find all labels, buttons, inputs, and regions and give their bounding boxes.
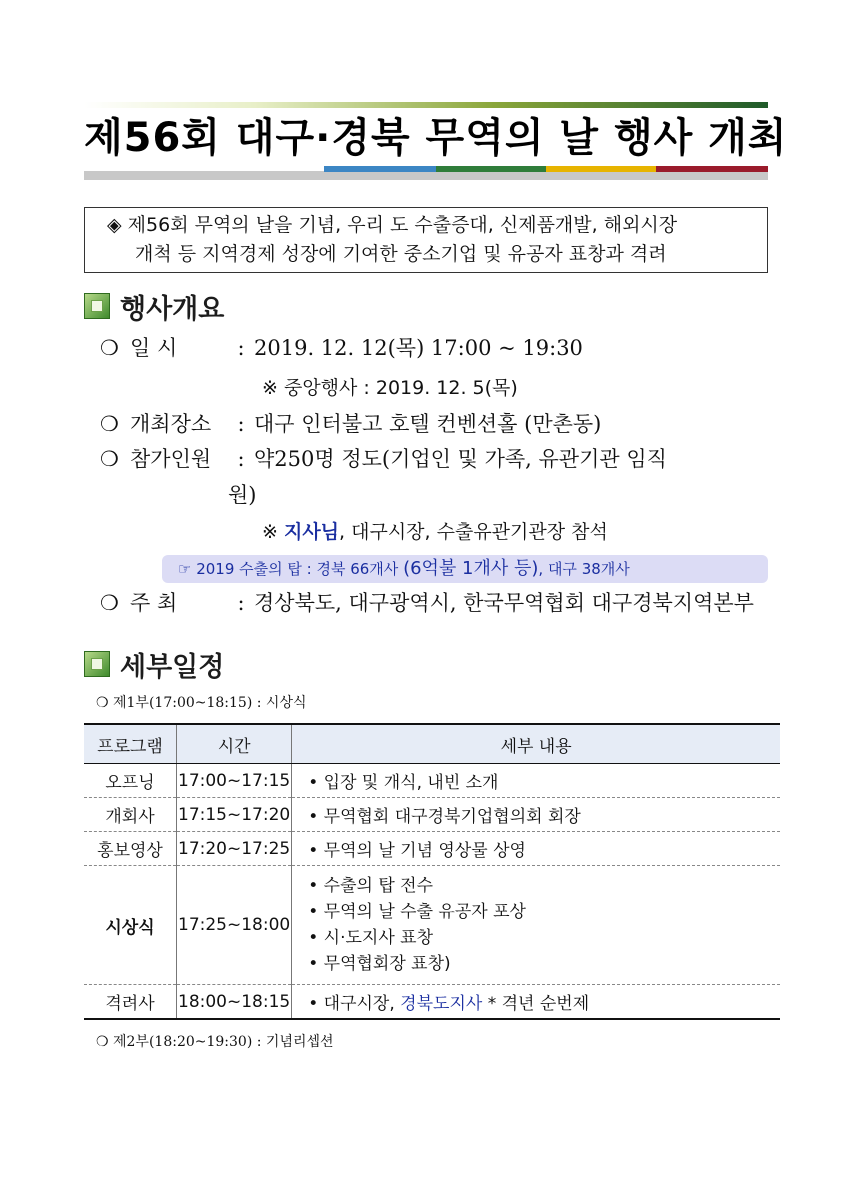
export-tower-note: ☞ 2019 수출의 탑 : 경북 66개사 (6억불 1개사 등), 대구 38개사 [162, 555, 768, 583]
time-cell: 17:15~17:20 [177, 798, 292, 832]
column-header: 프로그램 [84, 724, 177, 764]
table-row [84, 764, 780, 798]
column-header: 세부 내용 [292, 724, 780, 764]
overview-host-row [100, 587, 754, 617]
list-item: • 수출의 탑 전수 [308, 876, 434, 896]
program-cell: 시상식 [84, 866, 177, 985]
table-header-row [84, 724, 780, 764]
table-row [84, 832, 780, 866]
host-value: 경상북도, 대구광역시, 한국무역협회 대구경북지역본부 [254, 591, 754, 615]
venue-value: 대구 인터불고 호텔 컨벤션홀 (만촌동) [254, 412, 602, 436]
program-cell: 홍보영상 [84, 832, 177, 866]
title-bottom-rule [84, 166, 768, 180]
summary-marker: ◈ [107, 214, 122, 236]
time-cell: 18:00~18:15 [177, 985, 292, 1020]
section-overview-header [84, 289, 224, 323]
table-row [84, 866, 780, 985]
program-cell: 격려사 [84, 985, 177, 1020]
colon: : [237, 336, 245, 360]
circle-bullet-icon: ❍ [100, 591, 119, 615]
colon: : [237, 591, 245, 615]
list-item: • 무역의 날 수출 유공자 포상 [308, 902, 526, 922]
column-header: 시간 [177, 724, 292, 764]
overview-venue-row [100, 408, 601, 438]
governor-highlight: 지사님 [283, 521, 340, 543]
schedule-table [84, 723, 780, 1020]
circle-bullet-icon: ❍ [100, 336, 119, 360]
central-event-note: ※ 중앙행사 : 2019. 12. 5(목) [262, 377, 518, 399]
colon: : [237, 447, 245, 471]
attendance-value: 약250명 정도(기업인 및 가족, 유관기관 임직 [254, 447, 667, 471]
part1-label: ❍ 제1부(17:00~18:15) : 시상식 [96, 695, 307, 711]
detail-cell: • 대구시장, 경북도지사 * 격년 순번제 [292, 985, 780, 1020]
document-title: 제56회 대구·경북 무역의 날 행사 개최 [84, 115, 788, 161]
part2-label: ❍ 제2부(18:20~19:30) : 기념리셉션 [96, 1034, 334, 1050]
venue-label: 개최장소 [130, 412, 212, 436]
governor-highlight: 경북도지사 [400, 994, 483, 1014]
detail-cell: • 입장 및 개식, 내빈 소개 [292, 764, 780, 798]
time-cell: 17:20~17:25 [177, 832, 292, 866]
summary-line-1: 제56회 무역의 날을 기념, 우리 도 수출증대, 신제품개발, 해외시장 [127, 214, 678, 236]
square-bullet-icon [84, 651, 110, 677]
program-cell: 오프닝 [84, 764, 177, 798]
colon: : [237, 412, 245, 436]
host-label: 주 최 [130, 591, 178, 615]
section-schedule-header [84, 647, 224, 681]
section-title: 세부일정 [120, 651, 225, 683]
square-bullet-icon [84, 293, 110, 319]
detail-cell: • 무역의 날 기념 영상물 상영 [292, 832, 780, 866]
attendance-note: ※ 지사님, 대구시장, 수출유관기관장 참석 [262, 521, 608, 543]
table-row [84, 985, 780, 1020]
overview-attendance-row [100, 443, 667, 473]
list-item: • 무역협회장 표창) [308, 954, 451, 974]
list-item: • 시·도지사 표창 [308, 928, 434, 948]
time-cell: 17:25~18:00 [177, 866, 292, 985]
circle-bullet-icon: ❍ [100, 447, 119, 471]
attendance-label: 참가인원 [130, 447, 212, 471]
detail-cell [292, 866, 780, 985]
date-value: 2019. 12. 12(목) 17:00 ~ 19:30 [254, 336, 583, 360]
detail-cell: • 무역협회 대구경북기업협의회 회장 [292, 798, 780, 832]
date-label: 일 시 [130, 336, 178, 360]
circle-bullet-icon: ❍ [100, 412, 119, 436]
summary-box [84, 207, 768, 273]
section-title: 행사개요 [120, 293, 225, 325]
program-cell: 개회사 [84, 798, 177, 832]
table-row [84, 798, 780, 832]
overview-date-row [100, 332, 583, 362]
attendance-value-wrap: 원) [228, 483, 257, 507]
title-top-rule [84, 102, 768, 108]
time-cell: 17:00~17:15 [177, 764, 292, 798]
summary-line-2: 개척 등 지역경제 성장에 기여한 중소기업 및 유공자 표창과 격려 [135, 243, 667, 265]
